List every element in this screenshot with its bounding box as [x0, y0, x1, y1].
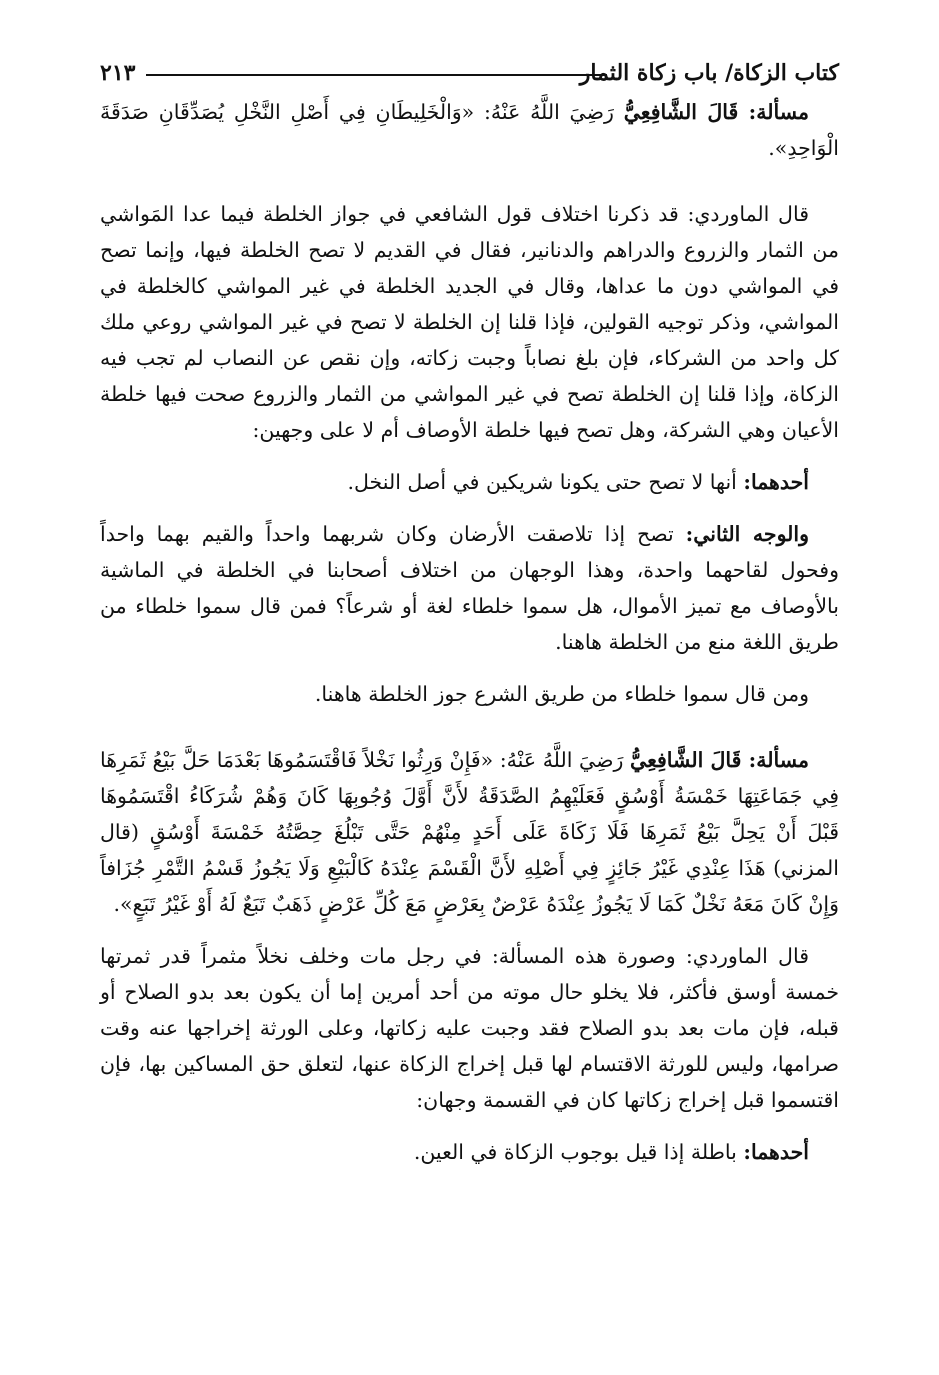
paragraph-lead: أحدهما: [743, 470, 809, 494]
paragraph-mawardi-2 [100, 938, 839, 1118]
paragraph-text: أنها لا تصح حتى يكونا شريكين في أصل النخل. [347, 470, 744, 494]
paragraph-lead: مسألة: قَالَ الشَّافِعِيُّ [623, 100, 809, 124]
header-rule [146, 74, 607, 76]
paragraph-masala-2 [100, 742, 839, 922]
paragraph-lead: مسألة: قَالَ الشَّافِعِيُّ [630, 748, 809, 772]
paragraph-text: باطلة إذا قيل بوجوب الزكاة في العين. [413, 1140, 744, 1164]
paragraph-first-view-2 [100, 1134, 839, 1170]
paragraph-text: رَضِيَ اللَّهُ عَنْهُ: «فَإِنْ وَرِثُوا نَخْلاً فَاقْتَسَمُوهَا بَعْدَمَا حَلَّ بَيْعُ ثَمَرِهَا فِي جَمَاعَتِهَا خَمْسَةُ أَوْسُقٍ فَعَلَيْهِمُ الصَّدَقَةُ لأَنَّ أَوَّلَ وُجُوبِهَا كَانَ وَهُمْ شُرَكَاءُ اقْتَسَمُوهَا قَبْلَ أَنْ يَحِلَّ بَيْعُ ثَمَرِهَا فَلَا زَكَاةَ عَلَى أَحَدٍ مِنْهُمْ حَتَّى تَبْلُغَ حِصَّتُهُ خَمْسَةَ أَوْسُقٍ (قال المزني) هَذَا عِنْدِي غَيْرُ جَائِزٍ فِي أَصْلِهِ لأَنَّ الْقَسْمَ عِنْدَهُ كَالْبَيْعِ وَلَا يَجُوزُ قَسْمُ التَّمْرِ جُزَافاً وَإِنْ كَانَ مَعَهُ نَخْلٌ كَمَا لَا يَجُوزُ عِنْدَهُ عَرْضٌ بِعَرْضٍ مَعَ كُلِّ عَرْضٍ ذَهَبٌ تَبَعٌ لَهُ أَوْ غَيْرُ تَبَعٍ». [100, 748, 839, 916]
paragraph-sharia-view [100, 676, 839, 712]
running-title: كتاب الزكاة/ باب زكاة الثمار [579, 60, 839, 86]
paragraph-first-view [100, 464, 839, 500]
paragraph-text: ومن قال سموا خلطاء من طريق الشرع جوز الخلطة هاهنا. [314, 682, 809, 706]
paragraph-lead: والوجه الثاني: [685, 522, 810, 546]
paragraph-second-view [100, 516, 839, 660]
paragraph-lead: أحدهما: [743, 1140, 809, 1164]
paragraph-masala-1 [100, 94, 839, 166]
page-body [100, 94, 839, 1170]
page-header [100, 46, 839, 94]
paragraph-text: تصح إذا تلاصقت الأرضان وكان شربهما واحداً والقيم بهما واحداً وفحول لقاحهما واحدة، وهذا الوجهان من اختلاف أصحابنا في الخلطة في الماشية بالأوصاف مع تميز الأموال، هل سموا خلطاء لغة أو شرعاً؟ فمن قال سموا خلطاء من طريق اللغة منع من الخلطة هاهنا. [100, 522, 839, 654]
page-number: ٢١٣ [100, 60, 136, 86]
paragraph-text: رَضِيَ اللَّهُ عَنْهُ: «وَالْخَلِيطَانِ فِي أَصْلِ النَّخْلِ يُصَدِّقَانِ صَدَقَةَ الْوَاحِدِ». [100, 100, 839, 160]
paragraph-text: قال الماوردي: قد ذكرنا اختلاف قول الشافعي في جواز الخلطة فيما عدا المَواشي من الثمار والزروع والدراهم والدنانير، فقال في القديم لا تصح الخلطة فيها، وإنما تصح في المواشي دون ما عداها، وقال في الجديد الخلطة في غير المواشي كالخلطة في المواشي، وذكر توجيه القولين، فإذا قلنا إن الخلطة لا تصح في غير المواشي روعي ملك كل واحد من الشركاء، فإن بلغ نصاباً وجبت زكاته، وإن نقص عن النصاب لم تجب فيه الزكاة، وإذا قلنا إن الخلطة تصح في غير المواشي من الثمار والزروع صحت فيها خلطة الأعيان وهي الشركة، وهل تصح فيها خلطة الأوصاف أم لا على وجهين: [100, 202, 839, 442]
paragraph-mawardi-1 [100, 196, 839, 448]
paragraph-text: قال الماوردي: وصورة هذه المسألة: في رجل مات وخلف نخلاً مثمراً قدر ثمرتها خمسة أوسق فأكثر، فلا يخلو حال موته من أحد أمرين إما أن يكون بعد بدو الصلاح أو قبله، فإن مات بعد بدو الصلاح فقد وجبت عليه زكاتها، وعلى الورثة إخراجها عنه وقت صرامها، وليس للورثة الاقتسام لها قبل إخراج الزكاة عنها، لتعلق حق المساكين بها، فإن اقتسموا قبل إخراج زكاتها كان في القسمة وجهان: [100, 944, 839, 1112]
